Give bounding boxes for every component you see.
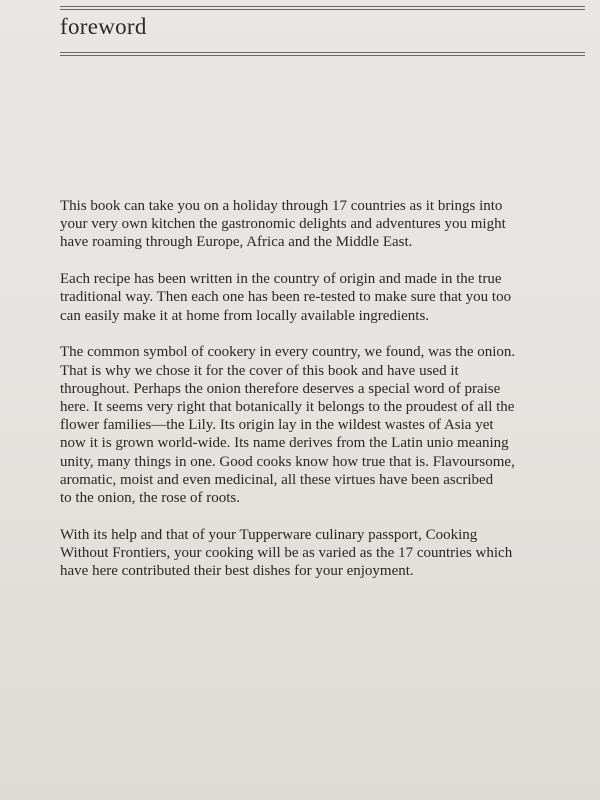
text-line: Without Frontiers, your cooking will be as varied as the 17 countries which	[60, 545, 513, 562]
title-rule-outer	[60, 52, 585, 53]
text-line: With its help and that of your Tupperware culinary passport, Cooking	[60, 526, 478, 543]
page-title: foreword	[60, 14, 147, 39]
top-rule-outer	[60, 6, 585, 7]
text-line: throughout. Perhaps the onion therefore deserves a special word of praise	[60, 380, 501, 397]
text-line: The common symbol of cookery in every country, we found, was the onion.	[60, 344, 516, 361]
text-line: your very own kitchen the gastronomic delights and adventures you might	[60, 216, 506, 233]
text-line: can easily make it at home from locally available ingredients.	[60, 307, 430, 324]
text-line: This book can take you on a holiday through 17 countries as it brings into	[60, 198, 503, 214]
paragraph-4	[60, 526, 600, 581]
foreword-body	[60, 197, 600, 599]
text-line: That is why we chose it for the cover of this book and have used it	[60, 362, 459, 379]
paragraph-3	[60, 343, 600, 507]
text-line: traditional way. Then each one has been re-tested to make sure that you too	[60, 289, 512, 306]
text-line: Each recipe has been written in the country of origin and made in the true	[60, 271, 502, 288]
top-rule-inner	[60, 9, 585, 10]
paragraph-2	[60, 270, 600, 325]
title-rule-inner	[60, 55, 585, 56]
text-line: here. It seems very right that botanically it belongs to the proudest of all the	[60, 399, 515, 416]
text-line: aromatic, moist and even medicinal, all these virtues have been ascribed	[60, 471, 494, 488]
text-line: unity, many things in one. Good cooks know how true that is. Flavoursome,	[60, 453, 515, 470]
paragraph-1	[60, 197, 600, 252]
text-line: to the onion, the rose of roots.	[60, 490, 240, 507]
text-line: have here contributed their best dishes for your enjoyment.	[60, 563, 414, 580]
text-line: have roaming through Europe, Africa and the Middle East.	[60, 234, 413, 251]
text-line: now it is grown world-wide. Its name derives from the Latin unio meaning	[60, 435, 509, 452]
text-line: flower families—the Lily. Its origin lay in the wildest wastes of Asia yet	[60, 417, 494, 434]
